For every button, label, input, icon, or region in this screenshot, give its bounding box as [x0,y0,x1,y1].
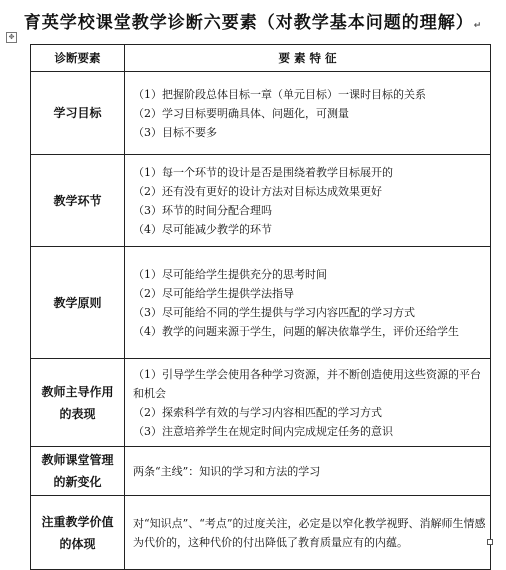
paragraph-mark: ↵ [473,21,483,31]
table-row [31,447,491,496]
list-item: （1）把握阶段总体目标一章（单元目标）一课时目标的关系 [133,87,426,101]
row-label-teaching-value [31,496,125,570]
row-label-teaching-steps [31,155,125,247]
row-label-line: 的表现 [59,406,96,421]
row-content [125,496,491,570]
list-item: （2）尽可能给学生提供学法指导 [133,286,294,300]
table-move-handle-icon[interactable]: ✥ [6,32,17,43]
list-item: （1）引导学生学会使用各种学习资源，并不断创造使用这些资源的平台和机会 [133,367,481,400]
table-row [31,247,491,359]
table-resize-handle-icon[interactable] [487,539,493,545]
row-label-line: 注重教学价值 [41,514,114,529]
row-label-line: 教学环节 [53,193,102,208]
table-row [31,155,491,247]
row-label-line: 教学原则 [53,295,102,310]
list-item: （2）还有没有更好的设计方法对目标达成效果更好 [133,184,382,198]
row-label-line: 教师主导作用 [41,384,114,399]
list-item: （2）学习目标要明确具体、问题化，可测量 [133,106,349,120]
row-content [125,247,491,359]
row-label-line: 学习目标 [53,106,102,120]
row-label-teaching-principles [31,247,125,359]
header-element-column: 诊断要素 [31,45,125,72]
list-item: （3）目标不要多 [133,125,217,139]
list-item: （1）每一个环节的设计是否是围绕着教学目标展开的 [133,165,393,179]
row-label-line: 教师课堂管理 [41,453,114,467]
table-row [31,72,491,155]
list-item: （4）教学的问题来源于学生，问题的解决依靠学生，评价还给学生 [133,324,459,338]
row-label-learning-goals [31,72,125,155]
list-item: 对“知识点”、“考点”的过度关注，必定是以窄化教学视野、消解师生情感为代价的，这种代价的付出降低了教育质量应有的内蕴。 [133,516,486,549]
row-content [125,72,491,155]
row-content [125,155,491,247]
table-header-row [31,45,491,72]
row-label-classroom-management [31,447,125,496]
row-content [125,359,491,447]
list-item: 两条“主线”：知识的学习和方法的学习 [133,464,321,478]
row-content [125,447,491,496]
list-item: （2）探索科学有效的与学习内容相匹配的学习方式 [133,405,382,419]
row-label-teacher-role [31,359,125,447]
list-item: （4）尽可能减少教学的环节 [133,222,272,236]
page-title [0,8,506,33]
diagnosis-table [30,44,491,570]
row-label-line: 的新变化 [53,475,102,489]
list-item: （3）尽可能给不同的学生提供与学习内容匹配的学习方式 [133,305,415,319]
table-row [31,359,491,447]
header-feature-column: 要 素 特 征 [125,45,491,72]
list-item: （3）注意培养学生在规定时间内完成规定任务的意识 [133,424,393,438]
list-item: （3）环节的时间分配合理吗 [133,203,272,217]
table-row [31,496,491,570]
row-label-line: 的体现 [59,536,96,551]
page-title-text: 育英学校课堂教学诊断六要素（对教学基本问题的理解） [23,13,474,33]
list-item: （1）尽可能给学生提供充分的思考时间 [133,267,327,281]
